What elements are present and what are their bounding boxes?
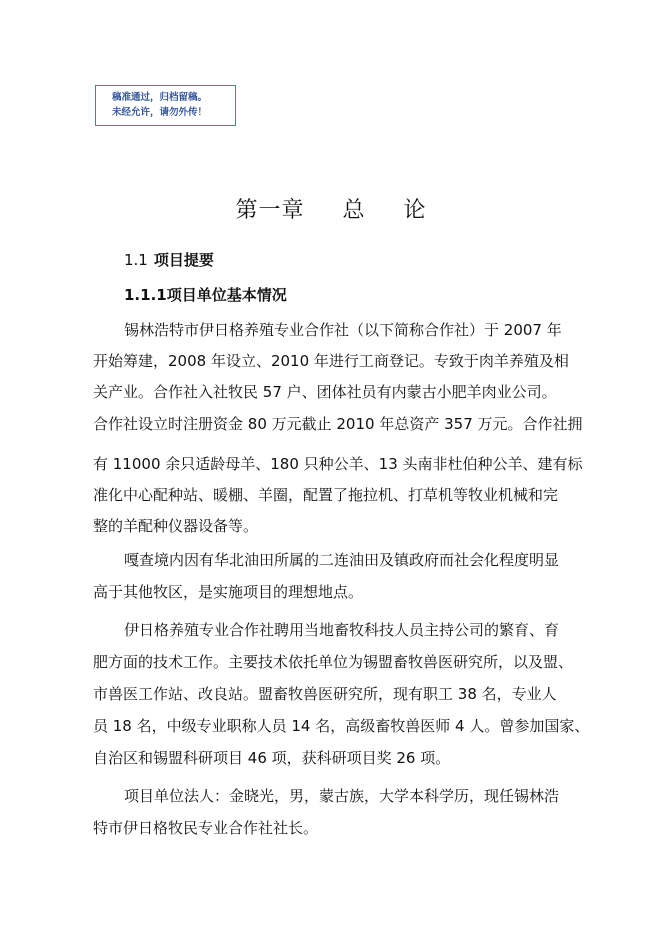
body-line: 关产业。合作社入社牧民 57 户、团体社员有内蒙古小肥羊肉业公司。 bbox=[93, 383, 557, 401]
body-line: 嘎查境内因有华北油田所属的二连油田及镇政府而社会化程度明显 bbox=[124, 551, 560, 569]
section-title: 项目提要 bbox=[153, 251, 214, 269]
body-line: 特市伊日格牧民专业合作社社长。 bbox=[93, 819, 319, 837]
body-line: 锡林浩特市伊日格养殖专业合作社（以下简称合作社）于 2007 年 bbox=[124, 321, 562, 339]
chapter-title-number: 第一章 bbox=[235, 198, 305, 223]
body-line: 高于其他牧区，是实施项目的理想地点。 bbox=[93, 583, 364, 601]
body-line: 肥方面的技术工作。主要技术依托单位为锡盟畜牧兽医研究所，以及盟、 bbox=[93, 653, 574, 671]
body-line: 自治区和锡盟科研项目 46 项，获科研项目奖 26 项。 bbox=[93, 749, 451, 767]
chapter-title bbox=[0, 196, 662, 226]
review-stamp-box bbox=[95, 85, 236, 126]
body-line: 市兽医工作站、改良站。盟畜牧兽医研究所，现有职工 38 名，专业人 bbox=[93, 685, 557, 703]
body-line: 伊日格养殖专业合作社聘用当地畜牧科技人员主持公司的繁育、育 bbox=[124, 621, 560, 639]
stamp-line-1: 稿准通过，归档留稿。 bbox=[112, 92, 208, 103]
body-line: 开始筹建，2008 年设立、2010 年进行工商登记。专致于肉羊养殖及相 bbox=[93, 352, 569, 370]
body-line: 准化中心配种站、暖棚、羊圈，配置了拖拉机、打草机等牧业机械和完 bbox=[93, 486, 559, 504]
body-line: 整的羊配种仪器设备等。 bbox=[93, 517, 259, 535]
subsection-heading: 1.1.1项目单位基本情况 bbox=[124, 286, 287, 304]
section-number: 1.1 bbox=[124, 251, 148, 269]
stamp-line-2: 未经允许，请勿外传！ bbox=[112, 107, 208, 118]
section-heading bbox=[124, 250, 214, 270]
body-line: 员 18 名，中级专业职称人员 14 名，高级畜牧兽医师 4 人。曾参加国家、 bbox=[93, 717, 590, 735]
body-line: 有 11000 余只适龄母羊、180 只种公羊、13 头南非杜伯种公羊、建有标 bbox=[93, 455, 583, 473]
body-line: 合作社设立时注册资金 80 万元截止 2010 年总资产 357 万元。合作社拥 bbox=[93, 415, 583, 433]
chapter-title-char-2: 论 bbox=[403, 198, 427, 223]
chapter-title-char-1: 总 bbox=[342, 198, 366, 223]
body-line: 项目单位法人：金晓光，男，蒙古族，大学本科学历，现任锡林浩 bbox=[124, 787, 560, 805]
